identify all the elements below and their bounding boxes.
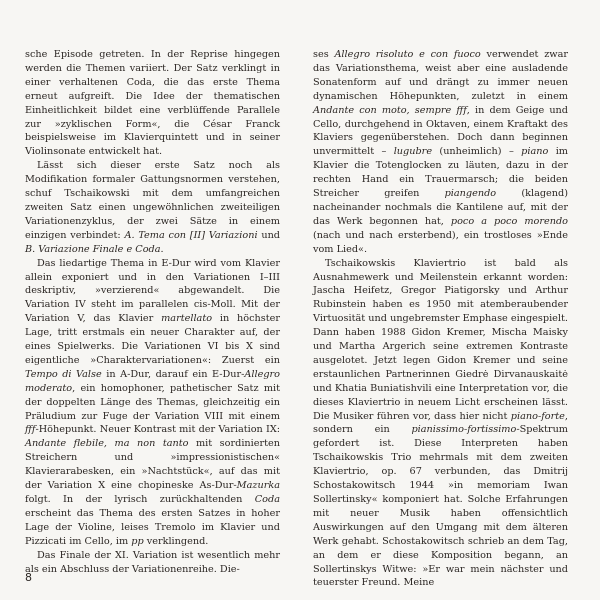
paragraph: [25, 159, 280, 256]
italic-term: Allegro moderato: [25, 368, 280, 394]
italic-term: pianissimo-fortissimo: [411, 424, 517, 436]
paragraph: [25, 48, 280, 159]
text-run: folgt. In der lyrisch zurückhaltenden: [25, 494, 255, 505]
text-run: Lässt sich dieser erste Satz noch als Modifikation formaler Gattungsnormen verstehen, schuf Tschaikowski mit dem umfangreichen zweiten Satz einen ungewöhnlichen zweiteiligen Variationenzyklus, der zwei Sätze in einem einzigen verbindet:: [25, 160, 280, 241]
text-run: sche Episode getreten. In der Reprise hingegen werden die Themen variiert. Der Satz verklingt in einer verhaltenen Coda, die das erste Thema erneut aufgreift. Die Idee der thematischen Einheitlichkeit bildet eine verblüffende Parallele zur »zyklischen Form«, die César Franck beispielsweise im Klavierquintett und in seiner Violinsonate entwickelt hat.: [25, 49, 280, 158]
italic-term: A. Tema con [II] Variazioni: [124, 229, 258, 241]
text-run: -Höhepunkt. Neuer Kontrast mit der Variation IX:: [35, 424, 280, 436]
text-column-right: [313, 48, 568, 590]
italic-term: martellato: [161, 313, 213, 325]
text-run: verklingend.: [143, 535, 209, 547]
italic-term: Mazurka: [236, 480, 280, 492]
italic-term: piano-forte: [510, 410, 565, 422]
text-run: ses: [313, 49, 335, 60]
text-run: in höchster Lage, tritt erstmals ein neuer Charakter auf, der eines Spielwerks. Die Variationen VI bis X sind eigentliche »Charaktervariationen«: Zuerst ein: [25, 313, 280, 366]
paragraph: [313, 257, 568, 591]
italic-term: piangendo: [444, 188, 497, 200]
italic-term: Andante con moto, sempre fff: [313, 104, 467, 116]
text-run: -Spektrum gefordert ist. Diese Interpreten haben Tschaikowskis Trio mehrmals mit dem zweiten Klaviertrio, op. 67 verbunden, das Dmitrij Schostakowitsch 1944 »in memoriam Iwan Sollertinsky« komponiert hat. Solche Erfahrungen mit neuer Musik haben offensichtlich Auswirkungen auf den Umgang mit dem älteren Werk gehabt. Schostakowitsch schrieb an dem Tag, an dem er diese Komposition begann, an Sollertinskys Witwe: »Er war mein nächster und teuerster Freund. Meine: [313, 424, 568, 589]
text-run: , in dem Geige und Cello, durchgehend in Oktaven, einem Kraftakt des Klaviers gegenüberstehen. Doch dann beginnen unvermittelt –: [313, 104, 568, 158]
italic-term: poco a poco morendo: [450, 215, 568, 227]
text-run: Das liedartige Thema in E-Dur wird vom Klavier allein exponiert und in den Variationen I–III deskriptiv, »verzierend« abgewandelt. Die Variation IV steht im parallelen cis-Moll. Mit der Variation V, das Klavier: [25, 257, 280, 325]
page-number: 8: [25, 571, 32, 584]
italic-term: Allegro risoluto e con fuoco: [334, 49, 481, 60]
text-run: Das Finale der XI. Variation ist wesentlich mehr als ein Abschluss der Variationenreihe. Die-: [25, 549, 280, 575]
text-run: verwendet zwar das Variationsthema, weist aber eine ausladende Sonatenform auf und drängt zu immer neuen dynamischen Höhepunkten, zuletzt in einem: [313, 49, 568, 102]
text-run: erscheint das Thema des ersten Satzes in hoher Lage der Violine, leises Tremolo im Klavier und Pizzicati im Cello, im: [25, 507, 280, 547]
text-run: mit sordinierten Streichern und »impressionistischen« Klavierarabesken, ein »Nachtstück«, auf das mit der Variation X eine chopineske As-Dur-: [25, 438, 280, 492]
text-run: (nach und nach ersterbend), ein trostloses »Ende vom Lied«.: [313, 229, 568, 255]
paragraph: [313, 48, 568, 257]
italic-term: Andante flebile, ma non tanto: [25, 438, 189, 450]
paragraph: [25, 549, 280, 577]
italic-term: B. Variazione Finale e Coda: [25, 243, 161, 255]
text-run: (klagend) nacheinander nochmals die Kantilene auf, mit der das Werk begonnen hat,: [313, 188, 568, 227]
italic-term: lugubre: [393, 146, 433, 158]
text-run: .: [160, 243, 164, 255]
text-run: im Klavier die Totenglocken zu läuten, dazu in der rechten Hand ein Trauermarsch; die beiden Streicher greifen: [313, 146, 568, 200]
italic-term: pp: [131, 535, 144, 547]
italic-term: Coda: [254, 494, 280, 505]
text-run: , sondern ein: [313, 410, 568, 436]
text-run: Tschaikowskis Klaviertrio ist bald als Ausnahmewerk und Meilenstein erkannt worden: Jascha Heifetz, Gregor Piatigorsky und Arthur Rubinstein haben es 1950 mit atemberaubender Virtuosität und ungebremster Emphase eingespielt. Dann haben 1988 Gidon Kremer, Mischa Maisky und Martha Argerich seine extremen Kontraste ausgelotet. Jetzt legen Gidon Kremer und seine erstaunlichen Partnerinnen Giedrė Dirvanauskaitė und Khatia Buniatishvili eine Interpretation vor, die dieses Klaviertrio in neuem Licht erscheinen lässt. Die Musiker führen vor, dass hier nicht: [313, 257, 568, 422]
text-column-left: [25, 48, 280, 576]
paragraph: [25, 257, 280, 549]
text-run: (unheimlich) –: [432, 146, 522, 158]
text-run: in A-Dur, darauf ein E-Dur-: [101, 368, 245, 380]
text-run: , ein homophoner, pathetischer Satz mit der doppelten Länge des Themas, gleichzeitig ein Präludium zur Fuge der Variation VIII mit einem: [25, 382, 280, 422]
italic-term: Tempo di Valse: [25, 368, 102, 380]
italic-term: piano: [521, 146, 549, 158]
italic-term: fff: [25, 424, 36, 436]
text-run: und: [257, 229, 281, 241]
